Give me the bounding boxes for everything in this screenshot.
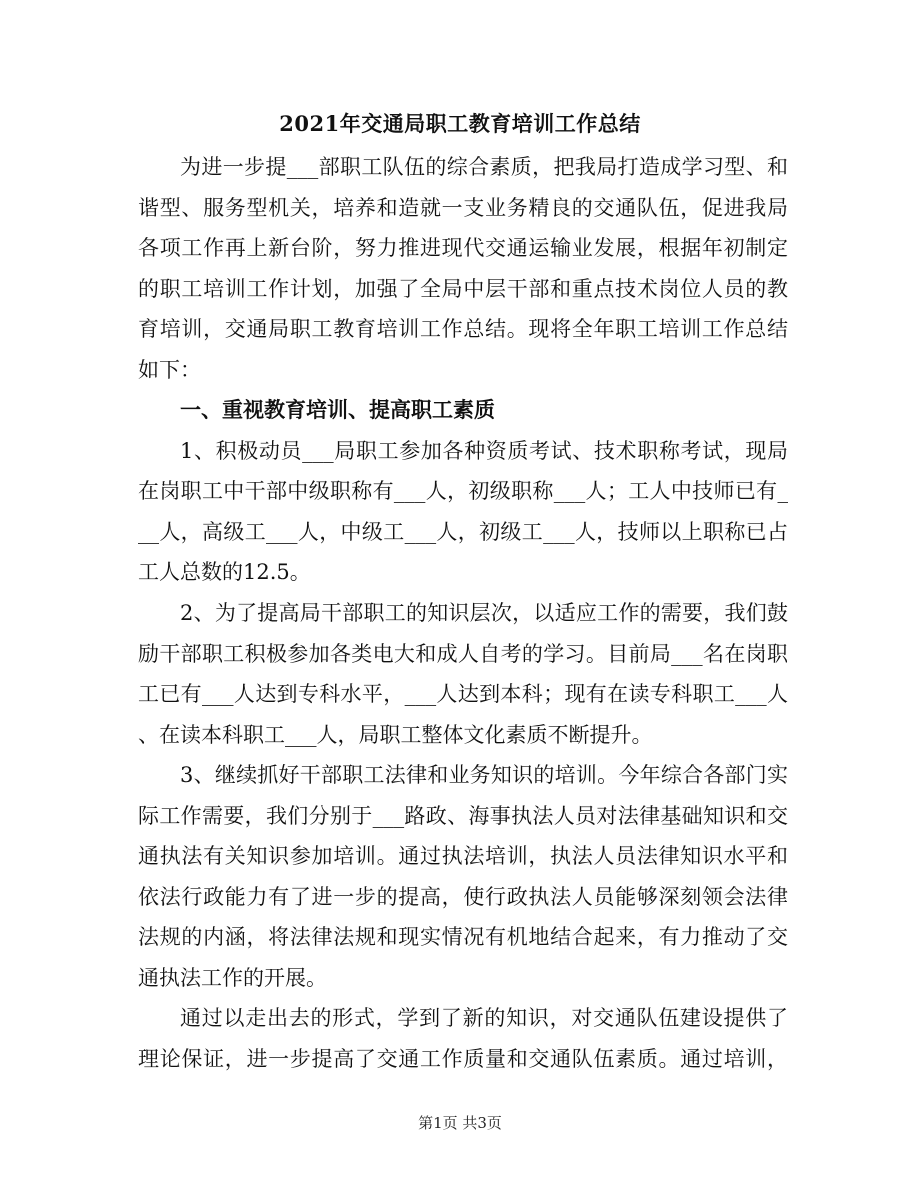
body-line: 通过以走出去的形式，学到了新的知识，对交通队伍建设提供了: [180, 1006, 788, 1030]
body-line: 为进一步提___部职工队伍的综合素质，把我局打造成学习型、和: [180, 155, 788, 179]
body-line: 励干部职工积极参加各类电大和成人自考的学习。目前局___名在岗职: [138, 642, 788, 666]
body-line: 际工作需要，我们分别于___路政、海事执法人员对法律基础知识和交: [138, 804, 788, 828]
body-line: 、在读本科职工___人，局职工整体文化素质不断提升。: [138, 723, 653, 747]
body-line: 谐型、服务型机关，培养和造就一支业务精良的交通队伍，促进我局: [138, 196, 788, 220]
section-heading: 一、重视教育培训、提高职工素质: [180, 397, 495, 422]
body-line: 法规的内涵，将法律法规和现实情况有机地结合起来，有力推动了交: [138, 925, 788, 949]
body-line: 通执法有关知识参加培训。通过执法培训，执法人员法律知识水平和: [138, 844, 788, 868]
body-line: 依法行政能力有了进一步的提高，使行政执法人员能够深刻领会法律: [138, 885, 788, 909]
body-line: 工人总数的12.5。: [138, 560, 311, 584]
body-line: __人，高级工___人，中级工___人，初级工___人，技师以上职称已占: [138, 520, 788, 544]
body-line: 如下：: [138, 358, 201, 382]
document-title: 2021年交通局职工教育培训工作总结: [279, 111, 641, 136]
body-line: 育培训，交通局职工教育培训工作总结。现将全年职工培训工作总结: [138, 317, 788, 341]
body-line: 工已有___人达到专科水平，___人达到本科；现有在读专科职工___人: [138, 682, 788, 706]
body-line: 3、继续抓好干部职工法律和业务知识的培训。今年综合各部门实: [180, 763, 788, 787]
body-line: 理论保证，进一步提高了交通工作质量和交通队伍素质。通过培训，: [138, 1047, 788, 1071]
page-footer: 第1页 共3页: [418, 1114, 502, 1132]
body-line: 各项工作再上新台阶，努力推进现代交通运输业发展，根据年初制定: [138, 236, 788, 260]
body-line: 在岗职工中干部中级职称有___人，初级职称___人；工人中技师已有_: [138, 479, 788, 503]
body-line: 的职工培训工作计划，加强了全局中层干部和重点技术岗位人员的教: [138, 277, 788, 301]
body-line: 2、为了提高局干部职工的知识层次，以适应工作的需要，我们鼓: [180, 601, 788, 625]
body-line: 1、积极动员___局职工参加各种资质考试、技术职称考试，现局: [180, 439, 788, 463]
body-line: 通执法工作的开展。: [138, 966, 327, 990]
